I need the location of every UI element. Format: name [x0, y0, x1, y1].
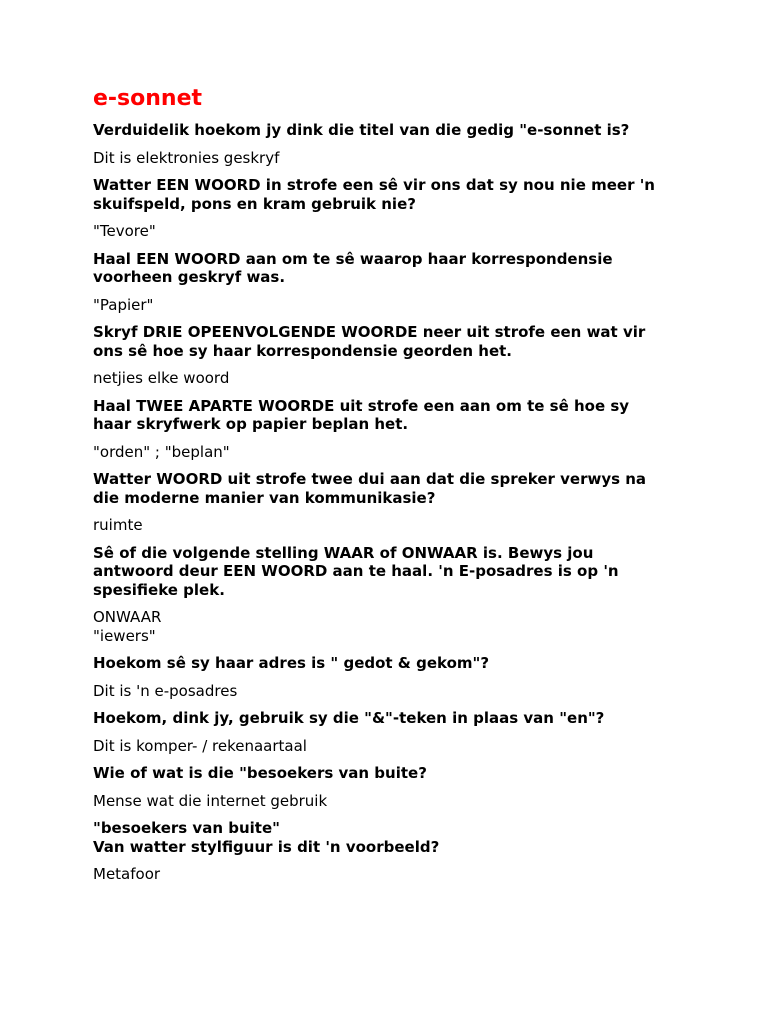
question-8: Hoekom sê sy haar adres is " gedot & gekom"? [93, 654, 490, 672]
qa-item-1 [93, 121, 693, 167]
answer-4: netjies elke woord [93, 369, 230, 387]
question-10: Wie of wat is die "besoekers van buite? [93, 764, 427, 782]
answer-2: "Tevore" [93, 222, 156, 240]
qa-item-5 [93, 397, 693, 462]
qa-item-10 [93, 764, 693, 810]
answer-7: ONWAAR "iewers" [93, 608, 162, 645]
qa-item-4 [93, 323, 693, 388]
answer-6: ruimte [93, 516, 143, 534]
document-page [93, 85, 693, 893]
answer-1: Dit is elektronies geskryf [93, 148, 280, 167]
qa-item-3 [93, 250, 693, 315]
question-1: Verduidelik hoekom jy dink die titel van die gedig "e-sonnet is? [93, 121, 630, 139]
question-4: Skryf DRIE OPEENVOLGENDE WOORDE neer uit strofe een wat vir ons sê hoe sy haar korrespondensie georden het. [93, 323, 646, 360]
question-6: Watter WOORD uit strofe twee dui aan dat die spreker verwys na die moderne manier van kommunikasie? [93, 470, 647, 507]
question-11: "besoekers van buite" Van watter stylfiguur is dit 'n voorbeeld? [93, 819, 440, 856]
answer-10: Mense wat die internet gebruik [93, 791, 328, 810]
answer-11: Metafoor [93, 865, 161, 883]
answer-9: Dit is komper- / rekenaartaal [93, 736, 307, 755]
qa-item-6 [93, 470, 693, 535]
qa-item-9 [93, 709, 693, 755]
question-5: Haal TWEE APARTE WOORDE uit strofe een aan om te sê hoe sy haar skryfwerk op papier beplan het. [93, 396, 630, 433]
question-2: Watter EEN WOORD in strofe een sê vir ons dat sy nou nie meer 'n skuifspeld, pons en kram gebruik nie? [93, 176, 655, 213]
answer-5: "orden" ; "beplan" [93, 442, 230, 461]
qa-item-2 [93, 176, 693, 241]
qa-item-8 [93, 654, 693, 700]
document-title: e-sonnet [93, 86, 203, 111]
qa-item-11 [93, 819, 693, 884]
answer-8: Dit is 'n e-posadres [93, 681, 238, 700]
question-3: Haal EEN WOORD aan om te sê waarop haar korrespondensie voorheen geskryf was. [93, 249, 613, 286]
question-9: Hoekom, dink jy, gebruik sy die "&"-teken in plaas van "en"? [93, 709, 605, 727]
question-7: Sê of die volgende stelling WAAR of ONWAAR is. Bewys jou antwoord deur EEN WOORD aan te haal. 'n E-posadres is op 'n spesifieke plek. [93, 543, 619, 599]
answer-3: "Papier" [93, 295, 154, 314]
qa-item-7 [93, 544, 693, 646]
